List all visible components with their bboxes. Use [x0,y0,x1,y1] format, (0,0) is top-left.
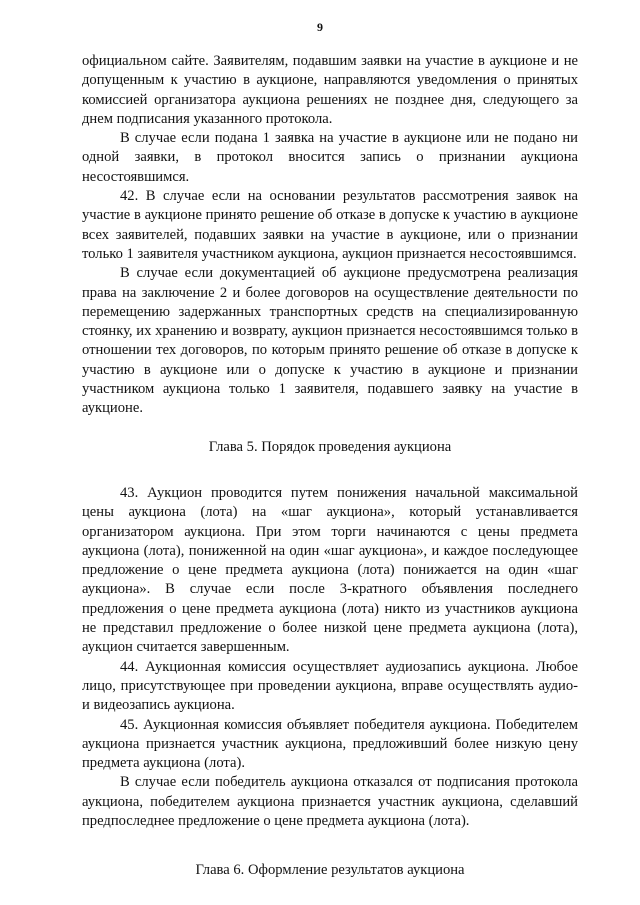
paragraph-43: 43. Аукцион проводится путем понижения начальной максимальной цены аукциона (лота) на «шаг аукциона», который устанавливается организатором аукциона. При этом торги начинаются с цены предмета аукциона (лота), пониженной на один «шаг аукциона», и каждое последующее предложение о цене предмета аукциона (лота) понижается на один «шаг аукциона». В случае если после 3-кратного объявления последнего предложения о цене предмета аукциона (лота) никто из участников аукциона не представил предложение о более низкой цене предмета аукциона (лота), аукцион считается завершенным. [82,484,578,656]
paragraph-42-multiple-lots: В случае если документацией об аукционе предусмотрена реализация права на заключение 2 и более договоров на осуществление деятельности по перемещению задержанных транспортных средств на специализированную стоянку, их хранению и возврату, аукцион признается несостоявшимся только в отношении тех договоров, по которым принято решение об отказе в допуске к участию в аукционе или о допуске к участию в аукционе и признании участником аукциона только 1 заявителя, подавшего заявку на участие в аукционе. [82,265,578,417]
paragraph-continuation: официальном сайте. Заявителям, подавшим заявки на участие в аукционе и не допущенным к участию в аукционе, направляются уведомления о принятых комиссией организатора аукциона решениях не позднее дня, следующего за днем подписания указанного протокола. [82,53,578,127]
page-number: 9 [317,20,323,34]
paragraph-45: 45. Аукционная комиссия объявляет победителя аукциона. Победителем аукциона признается участник аукциона, предложивший более низкую цену предмета аукциона (лота). [82,716,578,772]
paragraph-single-bid: В случае если подана 1 заявка на участие в аукционе или не подано ни одной заявки, в протокол вносится запись о признании аукциона несостоявшимся. [82,130,578,185]
chapter-5-heading: Глава 5. Порядок проведения аукциона [208,438,452,455]
paragraph-44: 44. Аукционная комиссия осуществляет аудиозапись аукциона. Любое лицо, присутствующее при проведении аукциона, вправе осуществлять аудио- и видеозапись аукциона. [82,658,578,714]
paragraph-42: 42. В случае если на основании результатов рассмотрения заявок на участие в аукционе принято решение об отказе в допуске к участию в аукционе всех заявителей, подавших заявки на участие в аукционе, или о признании только 1 заявителя участником аукциона, аукцион признается несостоявшимся. [82,188,578,262]
document-body [82,52,578,881]
chapter-6-heading: Глава 6. Оформление результатов аукциона [195,862,465,879]
paragraph-45-refusal: В случае если победитель аукциона отказался от подписания протокола аукциона, победителем аукциона признается участник аукциона, сделавший предпоследнее предложение о цене предмета аукциона (лота). [82,774,578,829]
